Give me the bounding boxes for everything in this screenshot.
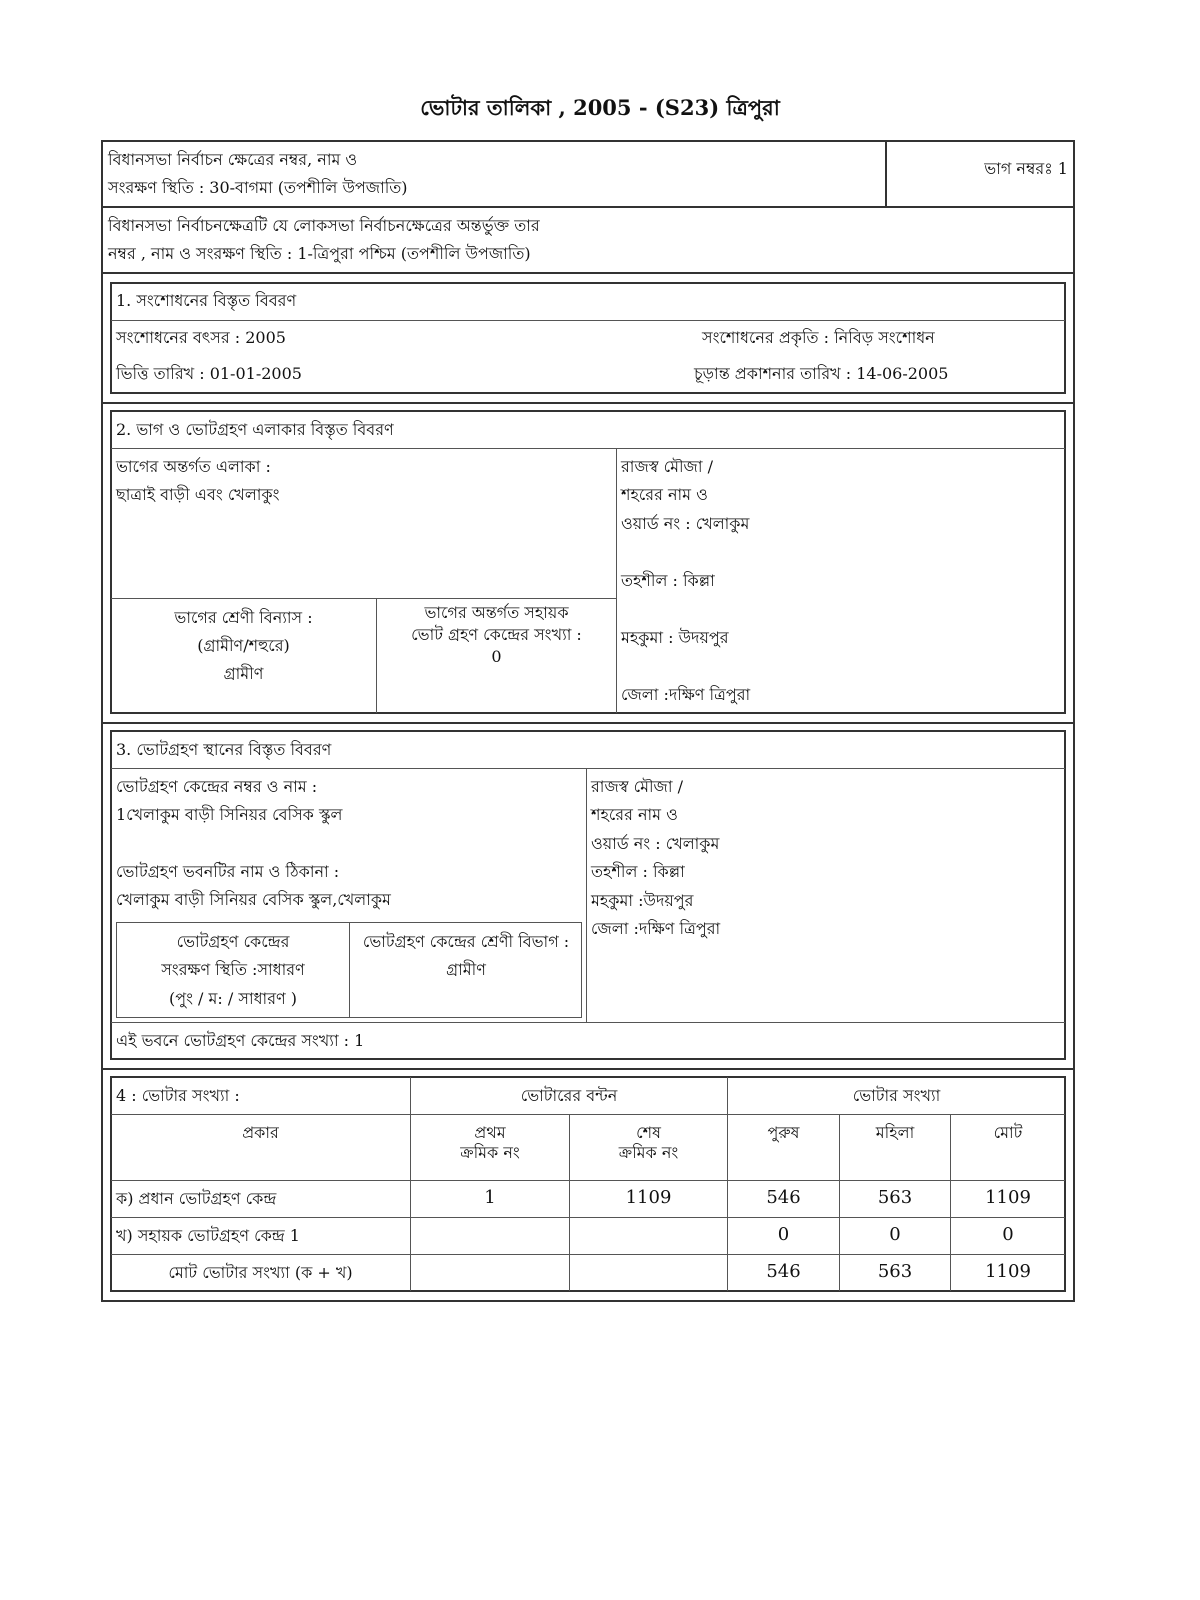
ward-number: ওয়ার্ড নং : খেলাকুম xyxy=(621,514,750,533)
building-value: খেলাকুম বাড়ী সিনিয়র বেসিক স্কুল,খেলাকুম xyxy=(116,890,391,909)
reservation-line1: ভোটগ্রহণ কেন্দ্রের xyxy=(176,932,290,951)
district: জেলা :দক্ষিণ ত্রিপুরা xyxy=(621,685,751,704)
stations-in-building: এই ভবনে ভোটগ্রহণ কেন্দ্রের সংখ্যা : 1 xyxy=(116,1031,365,1050)
parliament-constituency-line1: বিধানসভা নির্বাচনক্ষেত্রটি যে লোকসভা নির্বাচনক্ষেত্রের অন্তর্ভুক্ত তার xyxy=(108,216,540,235)
section3-heading: 3. ভোটগ্রহণ স্থানের বিস্তৃত বিবরণ xyxy=(116,740,332,759)
publication-date: চূড়ান্ত প্রকাশনার তারিখ : 14-06-2005 xyxy=(694,364,949,383)
row-male: 0 xyxy=(777,1224,790,1245)
divider xyxy=(111,1114,1065,1115)
divider xyxy=(111,320,1065,321)
divider xyxy=(727,1077,728,1291)
col-last-line1: শেষ xyxy=(636,1123,661,1142)
divider xyxy=(586,768,587,1022)
divider xyxy=(111,1217,1065,1218)
row-last: 1109 xyxy=(625,1187,672,1208)
col-male: পুরুষ xyxy=(767,1123,800,1142)
divider xyxy=(111,1254,1065,1255)
revenue-village-line1: রাজস্ব মৌজা / xyxy=(621,457,713,476)
row-male: 546 xyxy=(766,1187,801,1208)
reservation-line2: সংরক্ষণ স্থিতি :সাধারণ xyxy=(161,960,305,979)
divider xyxy=(101,272,1075,274)
voter-count-table xyxy=(110,1076,1066,1292)
row-female: 563 xyxy=(877,1187,913,1208)
row-type: ক) প্রধান ভোটগ্রহণ কেন্দ্র xyxy=(116,1189,277,1208)
divider xyxy=(101,722,1075,724)
revenue-village-line2: শহরের নাম ও xyxy=(591,805,678,824)
area-label: ভাগের অন্তর্গত এলাকা : xyxy=(116,457,271,476)
polling-station-value: 1খেলাকুম বাড়ী সিনিয়র বেসিক স্কুল xyxy=(116,805,343,824)
divider xyxy=(101,1068,1075,1070)
col-female: মহিলা xyxy=(875,1123,915,1142)
reservation-line3: (পুং / ম: / সাধারণ ) xyxy=(168,989,297,1008)
divider xyxy=(616,448,617,713)
row-type: মোট ভোটার সংখ্যা (ক + খ) xyxy=(168,1263,353,1282)
divider xyxy=(101,206,1075,208)
subdivision: মহকুমা : উদয়পুর xyxy=(621,628,729,647)
col-last-line2: ক্রমিক নং xyxy=(618,1143,679,1162)
col-first-serial xyxy=(411,1123,569,1163)
col-first-line2: ক্রমিক নং xyxy=(460,1143,520,1162)
row-total: 1109 xyxy=(985,1187,1031,1208)
parliament-constituency-line2: নম্বর , নাম ও সংরক্ষণ স্থিতি : 1-ত্রিপুরা পশ্চিম (তপশীলি উপজাতি) xyxy=(108,244,531,263)
section1-heading: 1. সংশোধনের বিস্তৃত বিবরণ xyxy=(116,291,297,310)
col-total: মোট xyxy=(993,1123,1023,1142)
row-female: 563 xyxy=(877,1261,913,1282)
divider xyxy=(885,140,887,207)
ward-number: ওয়ার্ড নং : খেলাকুম xyxy=(591,834,720,853)
col-last-serial xyxy=(570,1123,727,1163)
station-category-value: গ্রামীণ xyxy=(446,960,486,979)
aux-stations-line2: ভোট গ্রহণ কেন্দ্রের সংখ্যা : xyxy=(411,625,582,644)
part-category-line2: (গ্রামীণ/শহুরে) xyxy=(197,636,290,655)
tehsil: তহশীল : কিল্লা xyxy=(591,862,685,881)
voter-distribution-header: ভোটারের বন্টন xyxy=(520,1086,618,1105)
row-female: 0 xyxy=(889,1224,901,1245)
row-type: খ) সহায়ক ভোটগ্রহণ কেন্দ্র 1 xyxy=(116,1226,300,1245)
page-title: ভোটার তালিকা , 2005 - (S23) ত্রিপুরা xyxy=(420,95,780,120)
col-first-line1: প্রথম xyxy=(474,1123,506,1142)
revenue-village-line2: শহরের নাম ও xyxy=(621,485,708,504)
divider xyxy=(111,768,1065,769)
tehsil: তহশীল : কিল্লা xyxy=(621,571,715,590)
assembly-constituency-line2: সংরক্ষণ স্থিতি : 30-বাগমা (তপশীলি উপজাতি) xyxy=(108,178,408,197)
assembly-constituency-line1: বিধানসভা নির্বাচন ক্ষেত্রের নম্বর, নাম ও xyxy=(108,150,358,169)
voter-count-header: ভোটার সংখ্যা xyxy=(852,1086,941,1105)
station-category-label: ভোটগ্রহণ কেন্দ্রের শ্রেণী বিভাগ : xyxy=(362,932,570,951)
aux-stations-line1: ভাগের অন্তর্গত সহায়ক xyxy=(424,603,569,622)
part-category-line1: ভাগের শ্রেণী বিন্যাস : xyxy=(174,608,313,627)
section2-heading: 2. ভাগ ও ভোটগ্রহণ এলাকার বিস্তৃত বিবরণ xyxy=(116,420,394,439)
divider xyxy=(111,1180,1065,1181)
district: জেলা :দক্ষিণ ত্রিপুরা xyxy=(591,919,721,938)
part-number: ভাগ নম্বরঃ 1 xyxy=(984,159,1068,178)
area-value: ছাত্রাই বাড়ী এবং খেলাকুং xyxy=(116,485,280,504)
divider xyxy=(111,448,1065,449)
row-male: 546 xyxy=(766,1261,801,1282)
aux-stations-value: 0 xyxy=(491,647,502,666)
revision-year: সংশোধনের বৎসর : 2005 xyxy=(116,328,286,347)
subdivision: মহকুমা :উদয়পুর xyxy=(591,891,694,910)
revision-type: সংশোধনের প্রকৃতি : নিবিড় সংশোধন xyxy=(702,328,935,347)
col-type: প্রকার xyxy=(242,1123,279,1142)
revenue-village-line1: রাজস্ব মৌজা / xyxy=(591,777,683,796)
divider xyxy=(111,598,616,599)
row-total: 1109 xyxy=(985,1261,1031,1282)
part-category-value: গ্রামীণ xyxy=(223,664,264,683)
polling-station-label: ভোটগ্রহণ কেন্দ্রের নম্বর ও নাম : xyxy=(116,777,318,796)
row-first: 1 xyxy=(484,1187,496,1208)
qualifying-date: ভিত্তি তারিখ : 01-01-2005 xyxy=(116,364,302,383)
divider xyxy=(410,1077,411,1291)
divider xyxy=(101,402,1075,404)
divider xyxy=(111,1022,1065,1023)
building-label: ভোটগ্রহণ ভবনটির নাম ও ঠিকানা : xyxy=(116,862,340,881)
section4-heading: 4 : ভোটার সংখ্যা : xyxy=(116,1086,240,1105)
row-total: 0 xyxy=(1002,1224,1014,1245)
